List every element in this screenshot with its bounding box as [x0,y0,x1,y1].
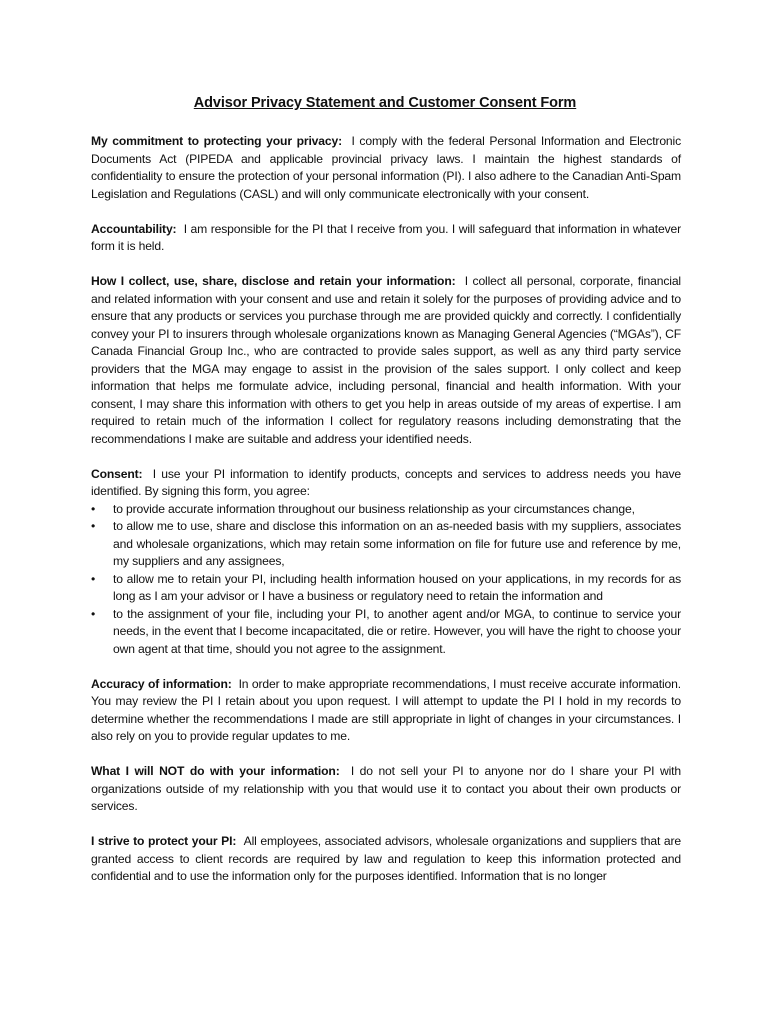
collection-use-paragraph [91,273,681,448]
privacy-commitment-text: I comply with the federal Personal Information and Electronic Documents Act (PIPEDA and applicable provincial privacy laws. I maintain the highest standards of confidentiality to ensure the protection of your personal information (PI). I also adhere to the Canadian Anti-Spam Legislation and Regulations (CASL) and will only communicate electronically with your consent. [91,134,681,201]
list-item [91,571,681,606]
protect-pi-paragraph [91,833,681,886]
accountability-text: I am responsible for the PI that I receive from you. I will safeguard that information in whatever form it is held. [91,221,681,253]
bullet-icon: • [91,501,96,516]
protect-pi-heading: I strive to protect your PI: [91,834,237,848]
document-body [91,133,681,903]
collection-use-text: I collect all personal, corporate, financial and related information with your consent and use and retain it solely for the purposes of providing advice and to ensure that any products or services you purchase through me are provided quickly and correctly. I confidentially convey your PI to insurers through wholesale organizations known as Managing General Agencies (“MGAs”), CF Canada Financial Group Inc., who are contracted to provide sales support, as well as any third party service providers that the MGA may engage to assist in the provision of the sales support. I only collect and keep information that helps me formulate advice, including personal, financial and health information. With your consent, I may share this information with others to get you help in areas outside of my areas of expertise. I am required to retain much of the information I collect for regulatory reasons including demonstrating that the recommendations I make are suitable and address your identified needs. [91,274,681,446]
privacy-commitment-paragraph [91,133,681,203]
bullet-text: to allow me to retain your PI, including health information housed on your applications, in my records for as long as I am your advisor or I have a business or regulatory need to retain the information and [113,571,681,603]
consent-bullet-list [91,501,681,659]
bullet-icon: • [91,606,96,621]
collection-use-heading: How I collect, use, share, disclose and retain your information: [91,274,456,288]
bullet-text: to the assignment of your file, including your PI, to another agent and/or MGA, to continue to service your needs, in the event that I become incapacitated, die or retire. However, you will have the right to choose your own agent at that time, should you not agree to the assignment. [113,606,681,656]
accuracy-text: In order to make appropriate recommendations, I must receive accurate information. You may review the PI I retain about you upon request. I will attempt to update the PI I hold in my records to determine whether the recommendations I made are still appropriate in light of changes in your circumstances. I also rely on you to provide regular updates to me. [91,676,681,743]
consent-heading: Consent: [91,466,143,481]
list-item [91,501,681,519]
accountability-paragraph [91,221,681,256]
bullet-text: to allow me to use, share and disclose this information on an as-needed basis with my suppliers, associates and wholesale organizations, which may retain some information on file for future use and reference by me, my suppliers and any assignees, [113,519,681,568]
protect-pi-text: All employees, associated advisors, wholesale organizations and suppliers that are granted access to client records are required by law and regulation to keep this information protected and confidential and to use the information only for the purposes identified. Information that is no longer [91,834,681,883]
accuracy-paragraph [91,676,681,746]
consent-text: I use your PI information to identify products, concepts and services to address needs you have identified. By signing this form, you agree: [91,466,681,498]
list-item [91,606,681,659]
not-do-heading: What I will NOT do with your information: [91,764,340,778]
list-item [91,518,681,571]
bullet-text: to provide accurate information throughout our business relationship as your circumstances change, [113,501,635,516]
privacy-commitment-heading: My commitment to protecting your privacy: [91,134,342,148]
consent-paragraph [91,466,681,501]
page-title: Advisor Privacy Statement and Customer Consent Form [193,95,577,111]
not-do-paragraph [91,763,681,816]
accountability-heading: Accountability: [91,221,177,236]
bullet-icon: • [91,571,96,586]
not-do-text: I do not sell your PI to anyone nor do I share your PI with organizations outside of my relationship with you that would use it to contact you about their own products or services. [91,764,681,813]
bullet-icon: • [91,519,96,533]
accuracy-heading: Accuracy of information: [91,676,232,691]
